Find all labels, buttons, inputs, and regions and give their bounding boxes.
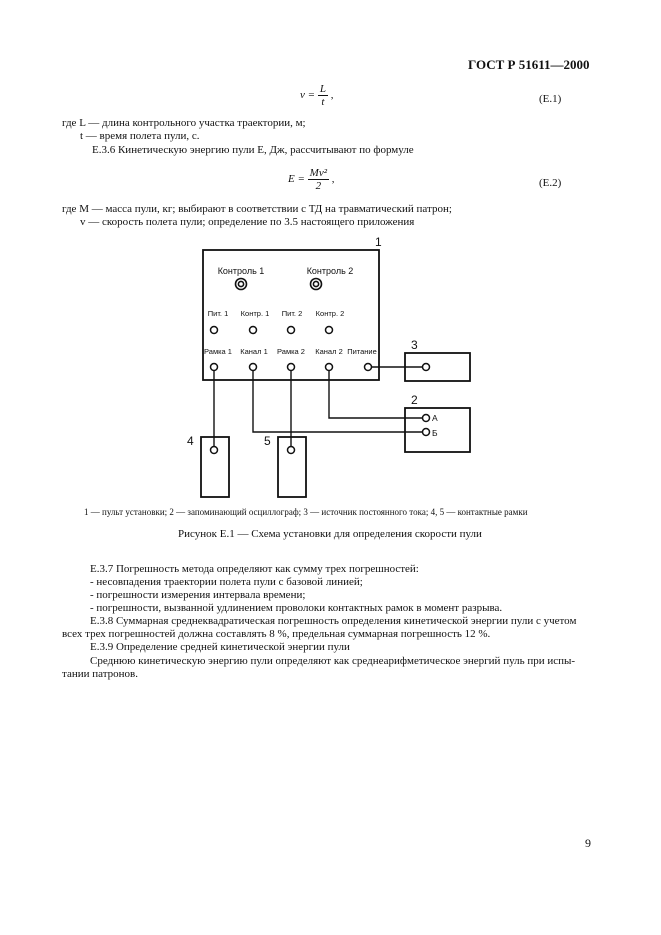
frame4-terminal <box>211 447 218 454</box>
formula-e2-numerator: Mv² <box>309 167 327 179</box>
paragraph-e36: Е.3.6 Кинетическую энергию пули E, Дж, рассчитывают по формуле <box>92 144 414 156</box>
definition-m: где M — масса пули, кг; выбирают в соответствии с ТД на травматический патрон; <box>62 203 452 215</box>
label-kanal1: Канал 1 <box>240 347 268 356</box>
terminal-pitanie <box>365 364 372 371</box>
terminal-kontr1 <box>250 327 257 334</box>
formula-e1-denominator: t <box>321 96 325 108</box>
formula-e2-suffix: , <box>331 173 335 186</box>
list-item: - погрешности измерения интервала времени; <box>90 589 306 601</box>
definition-l: где L — длина контрольного участка траектории, м; <box>62 117 306 129</box>
supply-terminal <box>423 364 430 371</box>
terminal-pit1 <box>211 327 218 334</box>
formula-e1-suffix: , <box>330 89 334 102</box>
paragraph-e39-title: Е.3.9 Определение средней кинетической энергии пули <box>90 641 350 653</box>
control2-knob-inner <box>313 281 318 286</box>
terminal-kontr2 <box>326 327 333 334</box>
oscilloscope-terminal-a <box>423 415 430 422</box>
document-header: ГОСТ Р 51611—2000 <box>468 57 590 72</box>
figure-caption: Рисунок Е.1 — Схема установки для определения скорости пули <box>178 528 482 540</box>
label-input-a: А <box>432 413 438 423</box>
frame5-terminal <box>288 447 295 454</box>
definition-v: v — скорость полета пули; определение по 3.5 настоящего приложения <box>80 216 415 228</box>
callout-1: 1 <box>375 235 382 249</box>
label-pit2: Пит. 2 <box>281 309 303 318</box>
label-control2: Контроль 2 <box>306 266 354 276</box>
label-kanal2: Канал 2 <box>315 347 343 356</box>
label-pit1: Пит. 1 <box>207 309 229 318</box>
oscilloscope-terminal-b <box>423 429 430 436</box>
terminal-pit2 <box>288 327 295 334</box>
formula-e2-number: (Е.2) <box>539 177 562 189</box>
terminal-ramka1 <box>211 364 218 371</box>
callout-3: 3 <box>411 338 418 352</box>
label-ramka2: Рамка 2 <box>277 347 305 356</box>
label-ramka1: Рамка 1 <box>204 347 232 356</box>
callout-4: 4 <box>187 434 194 448</box>
callout-5: 5 <box>264 434 271 448</box>
paragraph-e39-line2: тании патронов. <box>62 668 138 680</box>
formula-e1-number: (Е.1) <box>539 93 562 105</box>
formula-e2-lhs: E = <box>288 173 305 186</box>
label-pitanie: Питание <box>347 347 377 356</box>
paragraph-e37: Е.3.7 Погрешность метода определяют как сумму трех погрешностей: <box>90 563 419 575</box>
label-kontr2: Контр. 2 <box>315 309 345 318</box>
control1-knob <box>236 279 247 290</box>
terminal-kanal2 <box>326 364 333 371</box>
page-number: 9 <box>585 836 591 850</box>
paragraph-e39-line1: Среднюю кинетическую энергию пули определяют как среднеарифметическое энергий пуль при испы- <box>90 655 576 667</box>
terminal-ramka2 <box>288 364 295 371</box>
figure-legend: 1 — пульт установки; 2 — запоминающий осциллограф; 3 — источник постоянного тока; 4, 5 — контактные рамки <box>84 507 528 517</box>
paragraph-e38-line2: всех трех погрешностей должна составлять 8 %, предельная суммарная погрешность 12 %. <box>62 628 491 640</box>
label-kontr1: Контр. 1 <box>240 309 270 318</box>
terminal-kanal1 <box>250 364 257 371</box>
formula-e1-numerator: L <box>319 83 326 95</box>
label-input-b: Б <box>432 428 438 438</box>
formula-e2-denominator: 2 <box>315 180 322 192</box>
list-item: - погрешности, вызванной удлинением проволоки контактных рамок в момент разрыва. <box>90 602 503 614</box>
control2-knob <box>311 279 322 290</box>
paragraph-e38-line1: Е.3.8 Суммарная среднеквадратическая погрешность определения кинетической энергии пули с учетом <box>90 615 577 627</box>
control1-knob-inner <box>238 281 243 286</box>
definition-t: t — время полета пули, с. <box>80 130 200 142</box>
list-item: - несовпадения траектории полета пули с базовой линией; <box>90 576 363 588</box>
label-control1: Контроль 1 <box>217 266 265 276</box>
formula-e1-lhs: v = <box>300 89 316 102</box>
callout-2: 2 <box>411 393 418 407</box>
